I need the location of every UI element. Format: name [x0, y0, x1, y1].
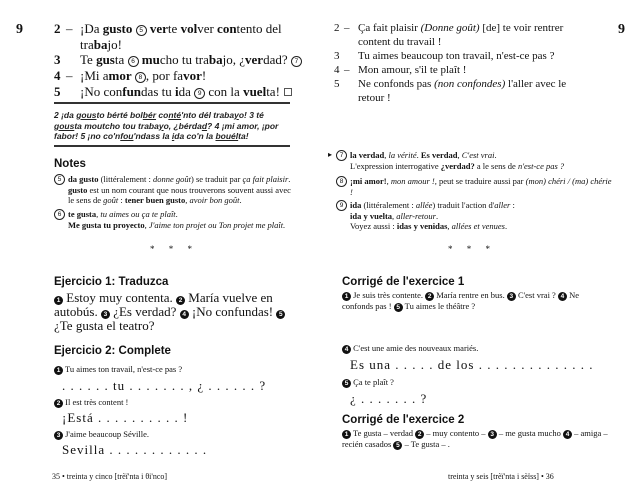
exercise2-heading: Ejercicio 2: Complete: [54, 345, 171, 357]
pronunciation-block: 2 ¡da gousto bérté bolbér conté'nto dél trabayo! 3 té gousta moutcho tou trabayo, ¿bérdad? 4 ¡mi amor, ¡por fabor! 5 ¡no co'nfou'ndass la ida co'n la bouélta!: [54, 110, 279, 141]
exercise2-blank[interactable]: Es una . . . . . de los . . . . . . . . . . . . . .: [350, 357, 594, 372]
right-page-number: 9: [618, 22, 625, 37]
exercise2-item: 3 J'aime beaucoup Séville.: [54, 429, 149, 440]
exercise2-blank[interactable]: . . . . . . tu . . . . . . . , ¿ . . . . . . ?: [62, 378, 267, 393]
divider: [54, 145, 290, 147]
corrige1-heading: Corrigé de l'exercice 1: [342, 276, 465, 288]
section-separator: * * *: [448, 244, 496, 254]
corrige2-heading: Corrigé de l'exercice 2: [342, 414, 465, 426]
exercise2-blank[interactable]: Sevilla . . . . . . . . . . . .: [62, 442, 208, 457]
right-page: 9 2 – Ça fait plaisir (Donne goût) [de] te voir rentrer content du travail ! 3 Tu aimes beaucoup ton travail, n'est-ce pas ? 4 – Mon amour, s'il te plaît ! 5 Ne confonds pas (non confondes) l'aller avec le retour ! ▸ 7 la verdad, la vérité. Es verdad, C'est vrai. L'expression interrogative ¿verdad? a le sens de n'est-ce pas ? 8 ¡mi amor!, mon amour !, peut se traduire aussi par (mon) chéri / (ma) chérie ! 9 ida (littéralement : allée) traduit l'action d'aller : ida y vuelta, aller-retour. Voyez aussi : idas y venidas, allées et venues. * * * Corrigé de l'exercice 1 1 Je suis très contente. 2 María rentre en bus. 3 C'est vrai ? 4 Ne confonds pas ! 5 Tu aimes le théâtre ? 4 C'est une amie des nouveaux mariés. Es una . . . . . de los . . . . . . . . . . . . . . 5 Ça te plaît ? ¿ . . . . . . . ? Corrigé de l'exercice 2 1 Te gusta – verdad 2 – muy contento – 3 – me gusta mucho 4 – amiga – recién casados 5 – Te gusta – . treinta y seis [trèï'nta i sèïss] • 36: [328, 22, 625, 481]
left-page: 9 2 – ¡Da gusto 5 verte volver contento del trabajo! 3 Te gusta 6 mucho tu trabajo, ¿verdad? 7 4 – ¡Mi amor 8 , por favor! 5 ¡No confundas tu ida 9 con la vuelta! 2 ¡da gousto bérté bolbér conté'nto dél trabayo! 3 té gousta moutcho tou trabayo, ¿bérdad? 4 ¡mi amor, ¡por fabor! 5 ¡no co'nfou'ndass la ida co'n la bouélta! Notes 5 da gusto (littéralement : donne goût) se traduit par ça fait plaisir. gusto est un nom courant que nous trouverons souvent aussi avec le sens de goût : tener buen gusto, avoir bon goût. 6 te gusta, tu aimes ou ça te plaît. Me gusta tu proyecto, J'aime ton projet ou Ton projet me plaît. * * * Ejercicio 1: Traduzca 1 Estoy muy contenta. 2 María vuelve en autobús. 3 ¿Es verdad? 4 ¡No confundas! 5 ¿Te gusta el teatro? Ejercicio 2: Complete 1 Tu aimes ton travail, n'est-ce pas ? . . . . . . tu . . . . . . . , ¿ . . . . . . ? 2 Il est très content ! ¡Está . . . . . . . . . . ! 3 J'aime beaucoup Séville. Sevilla . . . . . . . . . . . . 35 • treinta y cinco [trèï'nta i θi'nco]: [0, 0, 300, 492]
notes-heading: Notes: [54, 158, 86, 170]
exercise2-blank[interactable]: ¡Está . . . . . . . . . . !: [62, 410, 189, 425]
exercise2-item: 1 Tu aimes ton travail, n'est-ce pas ?: [54, 364, 182, 375]
exercise2-blank[interactable]: ¿ . . . . . . . ?: [350, 391, 428, 406]
corrige2-text: 1 Te gusta – verdad 2 – muy contento – 3 – me gusta mucho 4 – amiga – recién casados 5 – Te gusta – .: [342, 428, 608, 449]
checkbox-icon: [284, 88, 292, 96]
exercise2-item: 2 Il est très content !: [54, 397, 128, 408]
divider: [54, 102, 290, 104]
exercise2-item: 4 C'est une amie des nouveaux mariés.: [342, 343, 478, 354]
left-footer: 35 • treinta y cinco [trèï'nta i θi'nco]: [52, 472, 168, 481]
exercise2-item: 5 Ça te plaît ?: [342, 377, 394, 388]
corrige1-text: 1 Je suis très contente. 2 María rentre en bus. 3 C'est vrai ? 4 Ne confonds pas ! 5 Tu aimes le théâtre ?: [342, 290, 580, 311]
exercise1-text: 1 Estoy muy contenta. 2 María vuelve en autobús. 3 ¿Es verdad? 4 ¡No confundas! 5 ¿Te gusta el teatro?: [54, 291, 294, 333]
right-footer: treinta y seis [trèï'nta i sèïss] • 36: [448, 472, 554, 481]
left-page-number: 9: [16, 22, 23, 37]
section-separator: * * *: [150, 244, 198, 254]
exercise1-heading: Ejercicio 1: Traduzca: [54, 276, 169, 288]
